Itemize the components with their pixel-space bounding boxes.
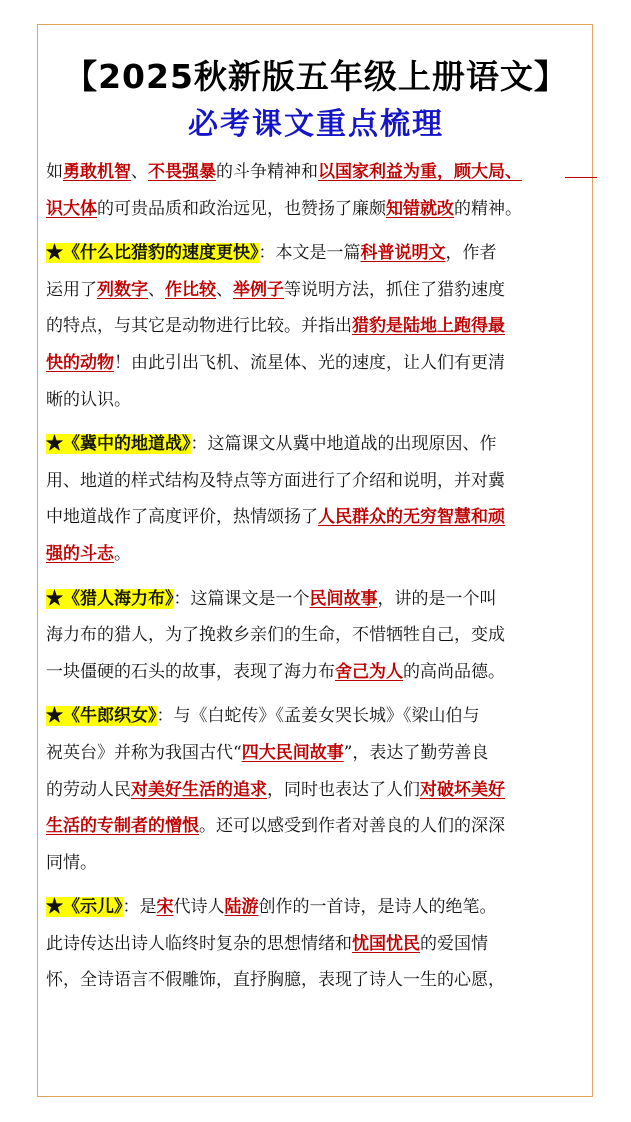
key-phrase: 忧国忧民 [352, 933, 420, 954]
key-phrase: 猎豹是陆地上跑得最 [352, 316, 505, 337]
text-run: 的爱国情 [420, 933, 488, 954]
key-phrase: 宋 [156, 897, 174, 918]
text-run: 、 [216, 279, 233, 300]
page-subtitle: 必考课文重点梳理 [188, 107, 444, 142]
document-body [46, 154, 586, 999]
section-heading-line [46, 889, 586, 926]
body-text-line [46, 772, 586, 809]
text-run: ：本文是一篇 [258, 243, 361, 264]
text-run: 等说明方法，抓住了猎豹速度 [284, 279, 505, 300]
text-run: 如 [46, 162, 63, 182]
key-phrase: 快的动物 [46, 352, 114, 373]
text-run: ：是 [122, 897, 157, 918]
body-text-line [46, 926, 586, 963]
key-phrase: 知错就改 [386, 198, 454, 219]
body-text-line [46, 463, 586, 500]
text-run: 运用了 [46, 279, 97, 300]
text-run: ！由此引出飞机、流星体、光的速度，让人们有更清 [114, 352, 505, 373]
text-run: ：与《白蛇传》《孟姜女哭长城》《梁山伯与 [156, 706, 480, 727]
key-phrase: 人民群众的无穷智慧和顽 [318, 507, 505, 528]
text-run: ：这篇课文是一个 [173, 588, 310, 609]
lesson-title-highlight: ★《冀中的地道战》 [46, 434, 191, 455]
key-phrase: 生活的专制者的憎恨 [46, 816, 199, 837]
key-phrase: 强的斗志 [46, 543, 114, 564]
section-heading-line [46, 426, 586, 463]
body-text-line [46, 308, 586, 345]
key-phrase: 舍己为人 [335, 661, 403, 682]
body-text-line [46, 735, 586, 772]
text-run: 同情。 [46, 852, 97, 873]
key-phrase: 以国家利益为重，顾大局、 [318, 162, 522, 182]
text-run: ：这篇课文从冀中地道战的出现原因、作 [190, 434, 497, 455]
text-run: 的劳动人民 [46, 779, 131, 800]
text-run: 的高尚品德。 [403, 661, 505, 682]
key-phrase: 对美好生活的追求 [131, 779, 267, 800]
text-run: ，作者 [445, 243, 497, 264]
text-run: 怀，全诗语言不假雕饰，直抒胸臆，表现了诗人一生的心愿， [46, 970, 505, 991]
text-run: ”，表达了勤劳善良 [343, 742, 489, 763]
body-text-line [46, 345, 586, 382]
key-phrase: 识大体 [46, 198, 97, 219]
text-run: 的特点，与其它是动物进行比较。并指出 [46, 316, 352, 337]
body-text-line [46, 536, 586, 573]
page-title: 【2025秋新版五年级上册语文】 [64, 57, 568, 96]
text-run: 的精神。 [454, 198, 522, 219]
body-text-line [46, 191, 586, 228]
body-text-line [46, 272, 586, 309]
lesson-title-highlight: ★《牛郎织女》 [46, 706, 157, 727]
body-text-line [46, 154, 586, 191]
key-phrase: 民间故事 [309, 588, 378, 609]
key-phrase: 陆游 [224, 897, 259, 918]
text-run: 的可贵品质和政治远见，也赞扬了廉颇 [97, 198, 386, 219]
text-run: ，讲的是一个叫 [377, 588, 497, 609]
text-run: 。还可以感受到作者对善良的人们的深深 [199, 816, 505, 837]
text-run: 中地道战作了高度评价，热情颂扬了 [46, 507, 318, 528]
text-run: 、 [131, 162, 148, 182]
text-run: 。 [114, 543, 131, 564]
key-phrase: 举例子 [233, 279, 284, 300]
key-phrase: 四大民间故事 [241, 742, 344, 763]
lesson-title-highlight: ★《示儿》 [46, 897, 123, 918]
text-run: 创作的一首诗，是诗人的绝笔。 [258, 897, 497, 918]
text-run: 海力布的猎人，为了挽救乡亲们的生命，不惜牺牲自己，变成 [46, 625, 505, 646]
text-run: ，同时也表达了人们 [267, 779, 420, 800]
key-phrase: 列数字 [97, 279, 148, 300]
text-run: 、 [148, 279, 165, 300]
body-text-line [46, 499, 586, 536]
text-run: 晰的认识。 [46, 389, 131, 410]
body-text-line [46, 962, 586, 999]
body-text-line [46, 845, 586, 882]
key-phrase: 不畏强暴 [148, 162, 216, 182]
lesson-title-highlight: ★《什么比猎豹的速度更快》 [46, 243, 259, 264]
body-text-line [46, 808, 586, 845]
body-text-line [46, 382, 586, 419]
text-run: 的斗争精神和 [216, 162, 318, 182]
body-text-line [46, 617, 586, 654]
text-run: 祝英台》并称为我国古代“ [46, 742, 242, 763]
section-heading-line [46, 698, 586, 735]
text-run: 用、地道的样式结构及特点等方面进行了介绍和说明，并对冀 [46, 470, 505, 491]
section-heading-line [46, 581, 586, 618]
key-phrase: 对破坏美好 [420, 779, 505, 800]
key-phrase: 科普说明文 [360, 243, 446, 264]
body-text-line [46, 654, 586, 691]
section-heading-line [46, 235, 586, 272]
lesson-title-highlight: ★《猎人海力布》 [46, 588, 174, 609]
key-phrase: 作比较 [165, 279, 216, 300]
text-run: 此诗传达出诗人临终时复杂的思想情绪和 [46, 933, 352, 954]
text-run: 代诗人 [173, 897, 225, 918]
key-phrase: 勇敢机智 [63, 162, 131, 182]
text-run: 一块僵硬的石头的故事，表现了海力布 [46, 661, 335, 682]
